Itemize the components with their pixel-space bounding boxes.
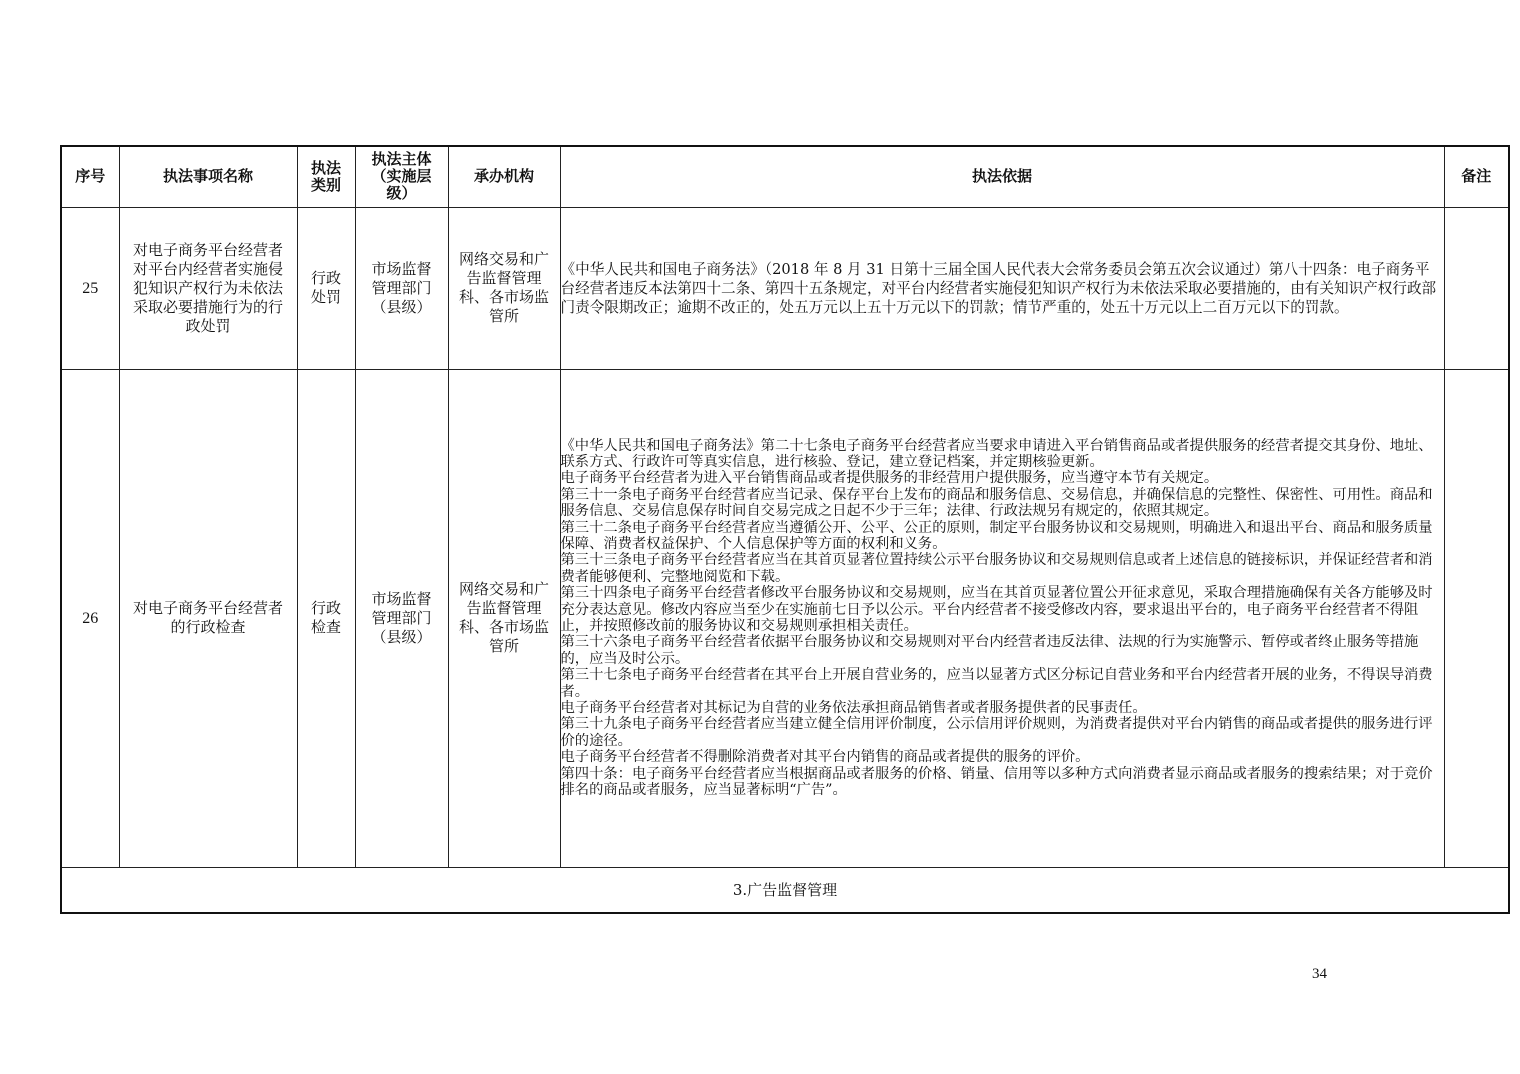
basis-paragraph: 第三十一条电子商务平台经营者应当记录、保存平台上发布的商品和服务信息、交易信息，并确保信息的完整性、保密性、可用性。商品和服务信息、交易信息保存时间自交易完成之日起不少于三年；法律、行政法规另有规定的，依照其规定。	[560, 486, 1433, 520]
row-basis	[560, 207, 1444, 369]
basis-paragraph: 第三十六条电子商务平台经营者依据平台服务协议和交易规则对平台内经营者违反法律、法规的行为实施警示、暂停或者终止服务等措施的，应当及时公示。	[560, 634, 1419, 667]
row-office: 网络交易和广告监督管理科、各市场监管所	[448, 369, 560, 867]
basis-paragraph: 第三十九条电子商务平台经营者应当建立健全信用评价制度，公示信用评价规则，为消费者提供对平台内销售的商品或者提供的服务进行评价的途径。	[560, 716, 1433, 749]
header-category: 执法类别	[297, 146, 355, 207]
enforcement-table	[60, 145, 1510, 914]
basis-paragraph: 《中华人民共和国电子商务法》（2018 年 8 月 31 日第十三届全国人民代表大会常务委员会第五次会议通过）第八十四条：电子商务平台经营者违反本法第四十二条、第四十五条规定，对平台内经营者实施侵犯知识产权行为未依法采取必要措施的，由有关知识产权行政部门责令限期改正；逾期不改正的，处五万元以上五十万元以下的罚款；情节严重的，处五十万元以上二百万元以下的罚款。	[560, 260, 1437, 316]
row-name: 对电子商务平台经营者对平台内经营者实施侵犯知识产权行为未依法采取必要措施行为的行政处罚	[119, 207, 297, 369]
header-basis: 执法依据	[560, 146, 1444, 207]
basis-paragraph: 电子商务平台经营者不得删除消费者对其平台内销售的商品或者提供的服务的评价。	[560, 749, 1090, 766]
page-number: 34	[1312, 966, 1327, 982]
section-row	[61, 867, 1509, 913]
basis-paragraph: 电子商务平台经营者对其标记为自营的业务依法承担商品销售者或者服务提供者的民事责任。	[560, 700, 1147, 717]
table-row	[61, 369, 1509, 867]
row-seq: 25	[61, 207, 119, 369]
row-name: 对电子商务平台经营者的行政检查	[119, 369, 297, 867]
basis-paragraph: 电子商务平台经营者为进入平台销售商品或者提供服务的非经营用户提供服务，应当遵守本节有关规定。	[560, 470, 1219, 487]
header-row	[61, 146, 1509, 207]
row-seq: 26	[61, 369, 119, 867]
row-note	[1444, 207, 1509, 369]
row-category: 行政检查	[297, 369, 355, 867]
row-subject: 市场监督管理部门（县级）	[355, 207, 448, 369]
basis-paragraph: 第四十条：电子商务平台经营者应当根据商品或者服务的价格、销量、信用等以多种方式向消费者显示商品或者服务的搜索结果；对于竞价排名的商品或者服务，应当显著标明“广告”。	[560, 765, 1433, 799]
basis-paragraph: 第三十四条电子商务平台经营者修改平台服务协议和交易规则，应当在其首页显著位置公开征求意见，采取合理措施确保有关各方能够及时充分表达意见。修改内容应当至少在实施前七日予以公示。平台内经营者不接受修改内容，要求退出平台的，电子商务平台经营者不得阻止，并按照修改前的服务协议和交易规则承担相关责任。	[560, 585, 1433, 634]
row-basis	[560, 369, 1444, 867]
header-note: 备注	[1444, 146, 1509, 207]
header-office: 承办机构	[448, 146, 560, 207]
header-seq: 序号	[61, 146, 119, 207]
header-name: 执法事项名称	[119, 146, 297, 207]
row-subject: 市场监督管理部门（县级）	[355, 369, 448, 867]
row-office: 网络交易和广告监督管理科、各市场监管所	[448, 207, 560, 369]
table-row	[61, 207, 1509, 369]
basis-paragraph: 《中华人民共和国电子商务法》第二十七条电子商务平台经营者应当要求申请进入平台销售商品或者提供服务的经营者提交其身份、地址、联系方式、行政许可等真实信息，进行核验、登记，建立登记档案，并定期核验更新。	[560, 437, 1433, 470]
row-note	[1444, 369, 1509, 867]
basis-paragraph: 第三十三条电子商务平台经营者应当在其首页显著位置持续公示平台服务协议和交易规则信息或者上述信息的链接标识，并保证经营者和消费者能够便利、完整地阅览和下载。	[560, 552, 1433, 585]
row-category: 行政处罚	[297, 207, 355, 369]
section-title: 3.广告监督管理	[61, 867, 1509, 913]
header-subject: 执法主体（实施层级）	[355, 146, 448, 207]
basis-paragraph: 第三十七条电子商务平台经营者在其平台上开展自营业务的，应当以显著方式区分标记自营业务和平台内经营者开展的业务，不得误导消费者。	[560, 667, 1433, 700]
basis-paragraph: 第三十二条电子商务平台经营者应当遵循公开、公平、公正的原则，制定平台服务协议和交易规则，明确进入和退出平台、商品和服务质量保障、消费者权益保护、个人信息保护等方面的权利和义务。	[560, 519, 1433, 552]
